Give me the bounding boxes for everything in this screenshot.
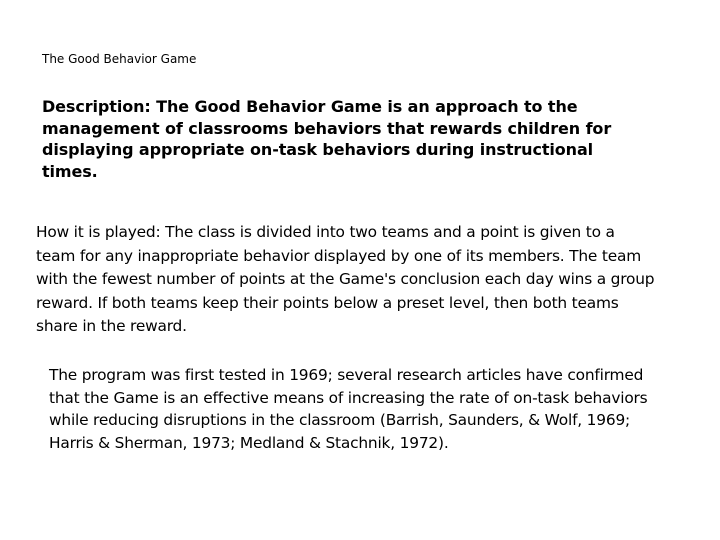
slide-title: The Good Behavior Game [42,52,197,66]
how-played-paragraph: How it is played: The class is divided into two teams and a point is given to a team for any inappropriate behavior displayed by one of its members. The team with the fewest number of points at the Game's conclusion each day wins a group reward. If both teams keep their points below a preset level, then both teams share in the reward. [36,223,655,335]
program-history-paragraph: The program was first tested in 1969; several research articles have confirmed that the Game is an effective means of increasing the rate of on-task behaviors while reducing disruptions in the classroom (Barrish, Saunders, & Wolf, 1969; Harris & Sherman, 1973; Medland & Stachnik, 1972). [49,366,648,452]
description-paragraph: Description: The Good Behavior Game is an approach to the management of classrooms behaviors that rewards children for displaying appropriate on-task behaviors during instructional times. [42,97,612,181]
